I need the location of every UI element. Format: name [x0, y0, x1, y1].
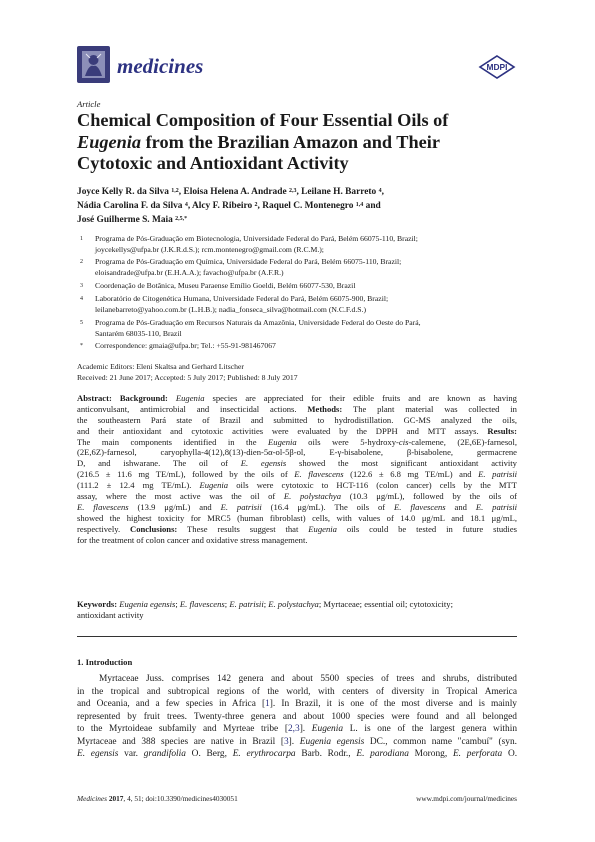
footer-citation: Medicines 2017, 4, 51; doi:10.3390/medicines4030051 — [77, 794, 238, 803]
author: Leilane H. Barreto — [301, 187, 377, 197]
author: Eloisa Helena A. Andrade — [183, 187, 287, 197]
author: Joyce Kelly R. da Silva — [77, 187, 169, 197]
mdpi-logo-text: MDPI — [486, 62, 508, 73]
author-list: Joyce Kelly R. da Silva $^{1,2}$, Eloisa Helena A. Andrade $^{2,3}$, Leilane H. Barreto $^4$, Nádia Carolina F. da Silva $^4$, Alcy F. Ribeiro $^2$, Raquel C. Montenegro $^{1,4}$ and José Guilherme S. Maia $^{2,5,*}$ — [77, 187, 384, 226]
journal-cover-icon — [77, 46, 110, 83]
citation-link[interactable]: 3 — [283, 736, 289, 747]
abstract: Abstract: Background: Eugenia species are appreciated for their edible fruits and are known as having anticonvulsant, antimicrobial and insecticidal actions. Methods: The plant material was collected in the southeastern Pará state of Brazil and submitted to hydrodistillation. GC-MS analyzed the oils, and their antioxidant and cytotoxic activities were evaluated by the DPPH and MTT assays. Results: The main components identified in the Eugenia oils were 5-hydroxy-cis-calemene, (2E,6E)-farnesol, (2E,6Z)-farnesol, caryophylla-4(12),8(13)-dien-5α-ol-5β-ol, E-γ-bisabolene, β-bisabolene, germacrene D, and ishwarane. The oil of E. egensis showed the most significant antioxidant activity (216.5 ± 11.6 mg TE/mL), followed by the oils of E. flavescens (122.6 ± 6.8 mg TE/mL) and E. patrisii (111.2 ± 12.4 mg TE/mL). Eugenia oils were cytotoxic to HCT-116 (colon cancer) cells by the MTT assay, where the most active was the oil of E. polystachya (10.3 μg/mL), followed by the oils of E. flavescens (13.9 μg/mL) and E. patrisii (16.4 μg/mL). The oils of E. flavescens and E. patrisii showed the highest toxicity for MRC5 (human fibroblast) cells, with values of 14.0 μg/mL and 18.1 μg/mL, respectively. Conclusions: These results suggest that Eugenia oils could be tested in future studies for the treatment of colon cancer and oxidative stress management. — [77, 393, 517, 545]
title-genus: Eugenia — [77, 131, 142, 152]
publication-dates: Received: 21 June 2017; Accepted: 5 July 2017; Published: 8 July 2017 — [77, 372, 298, 382]
title-line-1: Chemical Composition of Four Essential Oils of — [77, 110, 449, 130]
keywords: Keywords: Eugenia egensis; E. flavescens; E. patrisii; E. polystachya; Myrtaceae; essential oil; cytotoxicity; antioxidant activity — [77, 599, 453, 620]
section-heading: 1. Introduction — [77, 657, 133, 667]
journal-name: medicines — [117, 54, 204, 78]
mdpi-logo-icon — [478, 55, 516, 79]
author: Alcy F. Ribeiro — [192, 201, 253, 212]
article-type: Article — [77, 99, 101, 109]
title-line-3: Cytotoxic and Antioxidant Activity — [77, 153, 349, 174]
citation-link[interactable]: 1 — [265, 699, 270, 709]
publication-meta — [77, 362, 298, 384]
academic-editors: Academic Editors: Eleni Skaltsa and Gerhard Litscher — [77, 362, 244, 371]
title-line-2: Eugenia from the Brazilian Amazon and Their — [77, 131, 440, 152]
author: José Guilherme S. Maia — [77, 215, 173, 226]
paper-title — [77, 110, 517, 175]
citation-link[interactable]: 2,3 — [287, 724, 300, 734]
section-divider — [77, 636, 517, 637]
author: Nádia Carolina F. da Silva — [77, 201, 183, 212]
introduction-text: Myrtaceae Juss. comprises 142 genera and about 5500 species of trees and shrubs, distributed in the tropical and subtropical regions of the world, with centers of diversity in Tropical America and Oceania, and a few species in Africa [1]. In Brazil, it is one of the most diverse and is mainly represented by fruit trees. Twenty-three genera and about 1000 species were found and all belonged to the Myrtoideae subfamily and Myrteae tribe [2,3]. Eugenia L. is one of the largest genera within Myrtaceae and 388 species are native in Brazil [3]. Eugenia egensis DC., common name "cambuí" (syn. E. egensis var. grandifolia O. Berg, E. erythrocarpa Barb. Rodr., E. parodiana Morong, E. perforata O. — [77, 674, 517, 759]
footer-url[interactable]: www.mdpi.com/journal/medicines — [416, 794, 517, 803]
author: Raquel C. Montenegro — [262, 201, 354, 212]
